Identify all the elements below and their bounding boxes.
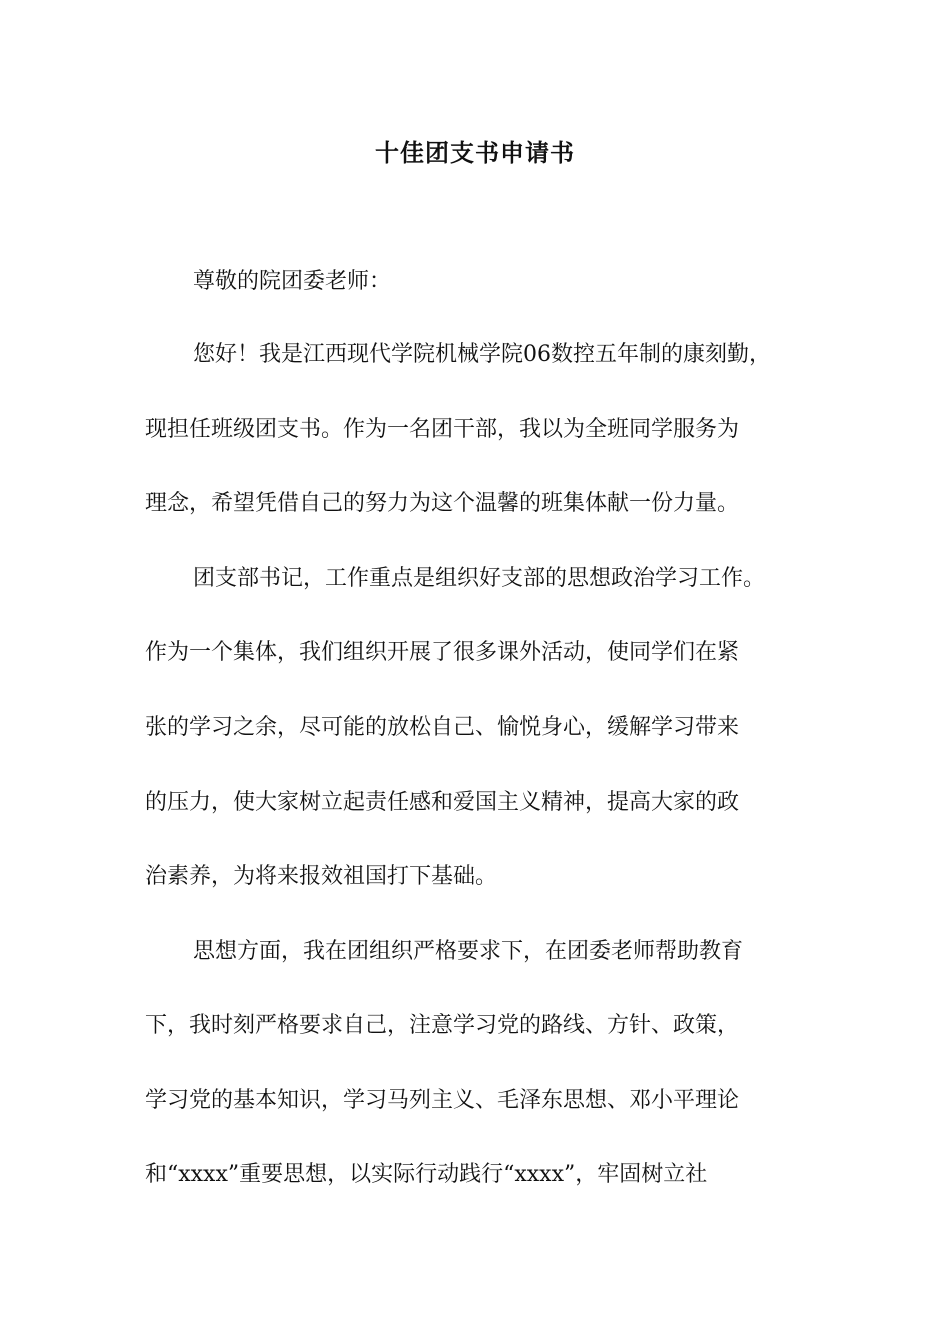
body-line: 团支部书记，工作重点是组织好支部的思想政治学习工作。 xyxy=(193,566,766,591)
body-line: 的压力，使大家树立起责任感和爱国主义精神，提高大家的政 xyxy=(145,790,740,815)
body-line: 学习党的基本知识，学习马列主义、毛泽东思想、邓小平理论 xyxy=(145,1088,740,1113)
body-line: 您好！我是江西现代学院机械学院06数控五年制的康刻勤， xyxy=(193,342,771,367)
document-title: 十佳团支书申请书 xyxy=(375,138,575,167)
body-line: 理念，希望凭借自己的努力为这个温馨的班集体献一份力量。 xyxy=(145,491,740,516)
body-line: 治素养，为将来报效祖国打下基础。 xyxy=(145,864,498,889)
body-line: 下，我时刻严格要求自己，注意学习党的路线、方针、政策， xyxy=(145,1013,740,1038)
salutation: 尊敬的院团委老师： xyxy=(193,269,392,294)
body-line: 和“xxxx”重要思想，以实际行动践行“xxxx”，牢固树立社 xyxy=(145,1162,708,1187)
body-line: 思想方面，我在团组织严格要求下，在团委老师帮助教育 xyxy=(193,939,744,964)
body-line: 张的学习之余，尽可能的放松自己、愉悦身心，缓解学习带来 xyxy=(145,715,740,740)
body-line: 现担任班级团支书。作为一名团干部，我以为全班同学服务为 xyxy=(145,417,740,442)
body-line: 作为一个集体，我们组织开展了很多课外活动，使同学们在紧 xyxy=(145,640,740,665)
